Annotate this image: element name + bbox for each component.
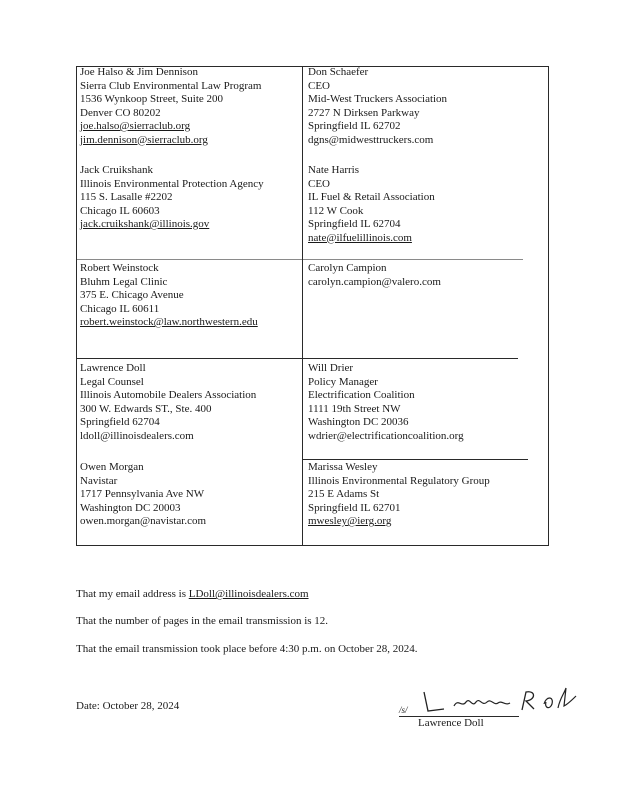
- table-rule-right: [548, 66, 549, 545]
- contact-org: Illinois Environmental Protection Agency: [80, 177, 264, 190]
- footer-date: Date: October 28, 2024: [76, 700, 180, 712]
- contact-name: Marissa Wesley: [308, 461, 378, 473]
- contact-street: 1536 Wynkoop Street, Suite 200: [80, 93, 224, 105]
- contact-cell-morgan: [80, 461, 206, 529]
- handwritten-signature: [418, 684, 583, 718]
- contact-org: Navistar: [80, 474, 118, 487]
- statement-time: That the email transmission took place before 4:30 p.m. on October 28, 2024.: [76, 643, 418, 655]
- contact-city: Chicago IL 60611: [80, 302, 160, 315]
- contact-email-link[interactable]: nate@ilfuelillinois.com: [308, 231, 412, 244]
- contact-street: 115 S. Lasalle #2202: [80, 191, 173, 203]
- signer-name: Lawrence Doll: [418, 717, 484, 729]
- contact-street: 1717 Pennsylvania Ave NW: [80, 488, 205, 500]
- statement-pages: That the number of pages in the email transmission is 12.: [76, 615, 329, 627]
- contact-city: Washington DC 20003: [80, 501, 181, 514]
- contact-cell-drier: [308, 362, 464, 443]
- contact-title: Legal Counsel: [80, 375, 144, 388]
- contact-city: Springfield IL 62701: [308, 501, 401, 514]
- contact-email-link[interactable]: jim.dennison@sierraclub.org: [80, 133, 208, 146]
- contact-name: Lawrence Doll: [80, 362, 146, 374]
- contact-street: 300 W. Edwards ST., Ste. 400: [80, 402, 212, 415]
- contact-cell-weinstock: [80, 262, 258, 330]
- contact-email-link[interactable]: joe.halso@sierraclub.org: [80, 120, 191, 132]
- table-rule-left: [76, 66, 77, 545]
- contact-org: Electrification Coalition: [308, 389, 415, 401]
- table-rule-row2: [76, 358, 518, 359]
- contact-name: Jack Cruikshank: [80, 164, 154, 176]
- statement-email-link[interactable]: LDoll@illinoisdealers.com: [188, 588, 309, 600]
- contact-title: Policy Manager: [308, 375, 378, 388]
- contact-email-link[interactable]: robert.weinstock@law.northwestern.edu: [80, 316, 258, 328]
- contact-name: Joe Halso & Jim Dennison: [80, 66, 198, 78]
- contact-street: 112 W Cook: [308, 204, 364, 217]
- contact-cell-halso: [80, 66, 261, 147]
- contact-email[interactable]: carolyn.campion@valero.com: [308, 275, 441, 288]
- contact-org: Illinois Automobile Dealers Association: [80, 389, 257, 401]
- contact-email-link[interactable]: jack.cruikshank@illinois.gov: [80, 218, 210, 230]
- contact-city: Washington DC 20036: [308, 416, 409, 428]
- contact-email[interactable]: ldoll@illinoisdealers.com: [80, 429, 194, 442]
- contact-cell-campion: [308, 262, 441, 289]
- contact-org: IL Fuel & Retail Association: [308, 191, 435, 203]
- contact-name: Carolyn Campion: [308, 262, 387, 274]
- table-rule-bottom: [76, 545, 549, 546]
- contact-name: Don Schaefer: [308, 66, 369, 78]
- contact-name: Will Drier: [308, 362, 354, 374]
- contact-city: Springfield IL 62702: [308, 120, 401, 132]
- contact-name: Nate Harris: [308, 164, 360, 176]
- contact-org: Illinois Environmental Regulatory Group: [308, 474, 490, 487]
- contact-cell-schaefer: [308, 66, 447, 147]
- contact-city: Denver CO 80202: [80, 106, 161, 119]
- contact-cell-cruikshank: [80, 164, 264, 232]
- contact-org: Mid-West Truckers Association: [308, 93, 448, 105]
- contact-street: 215 E Adams St: [308, 488, 380, 500]
- contact-email[interactable]: wdrier@electrificationcoalition.org: [308, 429, 464, 442]
- contact-email[interactable]: owen.morgan@navistar.com: [80, 515, 207, 527]
- contact-email[interactable]: dgns@midwesttruckers.com: [308, 133, 434, 146]
- contact-org: Sierra Club Environmental Law Program: [80, 79, 262, 92]
- contact-email-link[interactable]: mwesley@ierg.org: [308, 515, 392, 527]
- contact-name: Robert Weinstock: [80, 262, 159, 274]
- contact-title: CEO: [308, 177, 330, 190]
- contact-city: Springfield 62704: [80, 416, 160, 428]
- contact-org: Bluhm Legal Clinic: [80, 275, 168, 288]
- contact-cell-harris: [308, 164, 435, 245]
- contact-name: Owen Morgan: [80, 461, 144, 473]
- contact-street: 1111 19th Street NW: [308, 402, 401, 415]
- contact-city: Springfield IL 62704: [308, 218, 401, 230]
- contact-street: 375 E. Chicago Avenue: [80, 289, 184, 301]
- contact-street: 2727 N Dirksen Parkway: [308, 106, 420, 119]
- contact-city: Chicago IL 60603: [80, 204, 160, 217]
- statement-email: [76, 588, 309, 602]
- signature-prefix: /s/: [399, 705, 408, 715]
- contact-cell-wesley: [308, 461, 490, 529]
- table-rule-row3: [302, 459, 528, 460]
- contact-cell-doll: [80, 362, 256, 443]
- contact-title: CEO: [308, 79, 330, 92]
- statement-email-prefix: That my email address is: [76, 588, 189, 600]
- table-rule-center: [302, 66, 303, 545]
- table-rule-row1: [76, 259, 523, 260]
